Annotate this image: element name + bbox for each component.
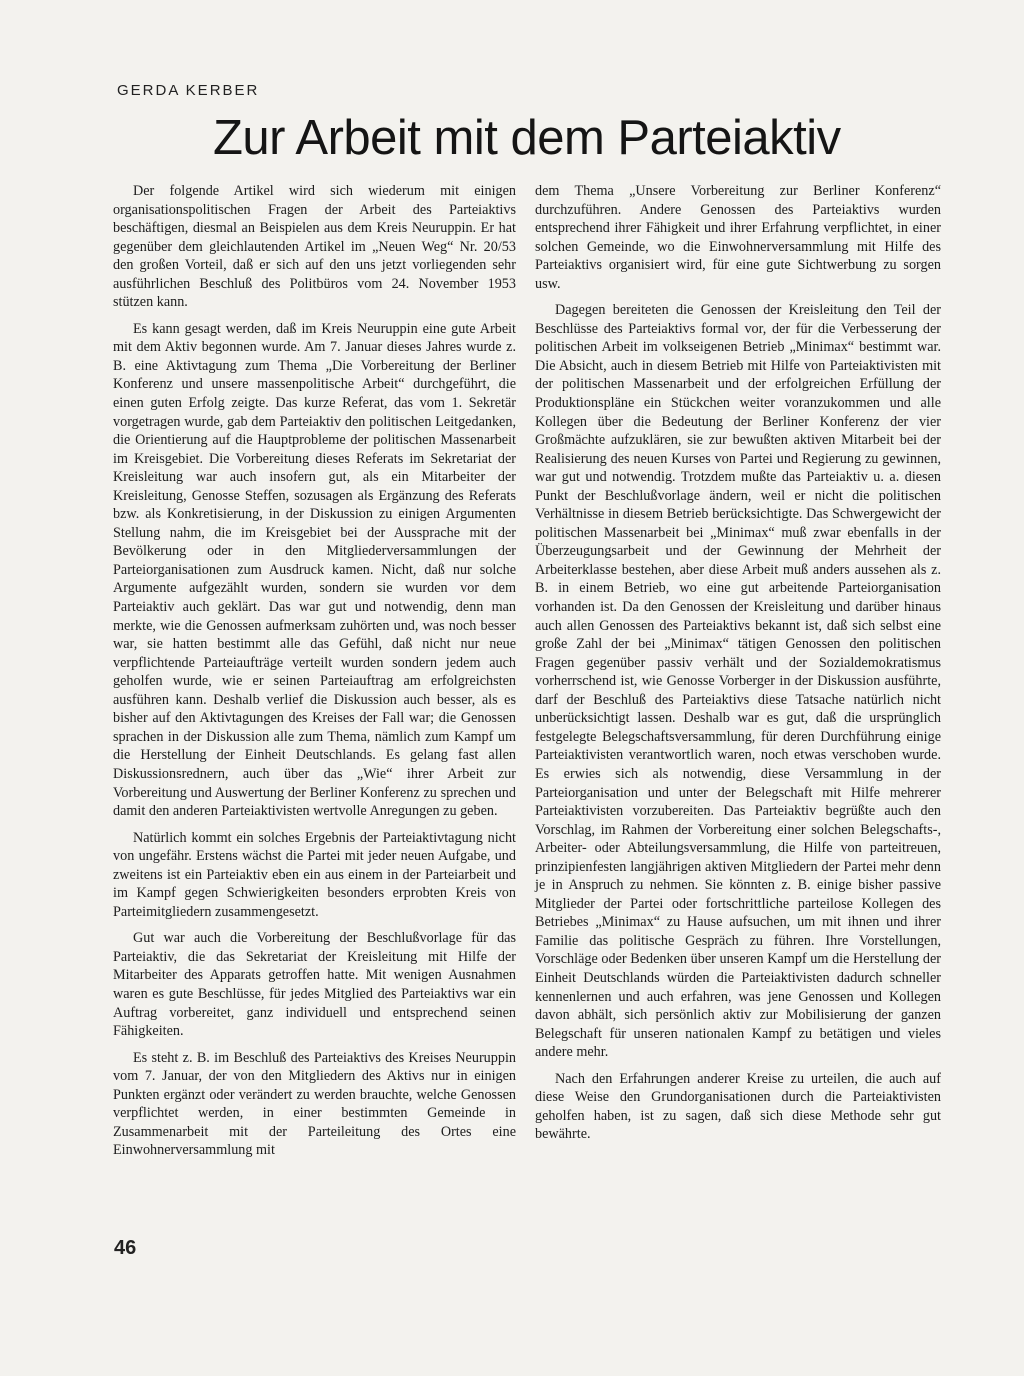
left-text-column (113, 182, 516, 1168)
author-byline: GERDA KERBER (117, 82, 260, 99)
paragraph: Es steht z. B. im Beschluß des Parteiaktivs des Kreises Neuruppin vom 7. Januar, der von den Mitgliedern des Aktivs nur in einigen Punkten ergänzt oder verändert zu werden brauchte, welche Genossen verpflichtet werden, in einer bestimmten Gemeinde in Zusammenarbeit mit der Parteileitung des Ortes eine Einwohnerversammlung mit (113, 1049, 516, 1159)
paragraph: Natürlich kommt ein solches Ergebnis der Parteiaktivtagung nicht von ungefähr. Erstens wächst die Partei mit jeder neuen Aufgabe, und zweitens ist ein Parteiaktiv eben ein aus einem in der Parteiarbeit und im Kampf gegen Schwierigkeiten besonders erprobten Kreis von Parteimitgliedern zusammengesetzt. (113, 829, 516, 920)
article-title: Zur Arbeit mit dem Parteiaktiv (213, 111, 841, 165)
paragraph: Es kann gesagt werden, daß im Kreis Neuruppin eine gute Arbeit mit dem Aktiv begonnen wurde. Am 7. Januar dieses Jahres wurde z. B. eine Aktivtagung zum Thema „Die Vorbereitung der Berliner Konferenz und unsere massenpolitische Arbeit“ durchgeführt, die einen guten Erfolg zeigte. Das kurze Referat, das vom 1. Sekretär vorgetragen wurde, gab dem Parteiaktiv den politischen Leitgedanken, die Orientierung auf die Hauptprobleme der politischen Massenarbeit im Kreisgebiet. Die Vorbereitung dieses Referats im Sekretariat der Kreisleitung war auch insofern gut, als ein Mitarbeiter der Kreisleitung, Genosse Steffen, sozusagen als Ergänzung des Referats bzw. als Konkretisierung, in der Diskussion zu einigen Argumenten Stellung nahm, die im Kreisgebiet bei der Aussprache mit der Bevölkerung oder in den Mitgliederversammlungen der Parteiorganisationen zum Ausdruck kamen. Nicht, daß nur solche Argumente aufgezählt wurden, sondern sie wurden vor dem Parteiaktiv auch geklärt. Das war gut und notwendig, denn man merkte, wie die Genossen aufmerksam zuhörten und, was noch besser war, sie hatten bestimmt alle das Gefühl, daß nicht nur neue verpflichtende Parteiaufträge verteilt wurden sondern jedem auch geholfen wurde, wie er seinen Parteiauftrag am erfolgreichsten ausführen kann. Deshalb verlief die Diskussion auch besser, als es bisher auf den Aktivtagungen des Kreises der Fall war; die Genossen sprachen in der Diskussion alle zum Thema, nämlich zum Kampf um die Herstellung der Einheit Deutschlands. Es gelang fast allen Diskussionsrednern, auch über das „Wie“ ihrer Arbeit zur Vorbereitung und Auswertung der Berliner Konferenz zu sprechen und damit den anderen Parteiaktivisten wertvolle Anregungen zu geben. (113, 320, 516, 820)
paragraph: Dagegen bereiteten die Genossen der Kreisleitung den Teil der Beschlüsse des Parteiaktivs formal vor, der für die Verbesserung der politischen Arbeit im volkseigenen Betrieb „Minimax“ bestimmt war. Die Absicht, auch in diesem Betrieb mit Hilfe von Parteiaktivisten mit der politischen Massenarbeit und der erfolgreichen Erfüllung der Produktionspläne ein Stückchen weiter voranzukommen und alle Kollegen über die Bedeutung der Berliner Konferenz der vier Großmächte aufzuklären, sie zur bewußten aktiven Mitarbeit bei der Realisierung des neuen Kurses von Partei und Regierung zu gewinnen, war gut und notwendig. Trotzdem mußte das Parteiaktiv u. a. diesen Punkt der Beschlußvorlage ändern, weil er nicht die politischen Verhältnisse in diesem Betrieb berücksichtigte. Das Schwergewicht der politischen Massenarbeit bei „Minimax“ muß zwar ebenfalls in der Überzeugungsarbeit und der Gewinnung der Mehrheit der Arbeiterklasse bestehen, aber diese Arbeit muß anders aussehen als z. B. in einem Betrieb, wo eine gut arbeitende Parteiorganisation vorhanden ist. Da den Genossen der Kreisleitung und darüber hinaus auch allen Genossen des Parteiaktivs bekannt ist, daß sich selbst eine große Zahl der bei „Minimax“ tätigen Genossen den politischen Fragen gegenüber passiv verhält und der Sozialdemokratismus vorherrschend ist, wie Genosse Vorberger in der Diskussion ausführte, darf der Beschluß des Parteiaktivs diese Tatsache natürlich nicht unberücksichtigt lassen. Deshalb war es gut, daß die ursprünglich festgelegte Belegschaftsversammlung, für deren Durchführung einige Parteiaktivisten verantwortlich waren, noch etwas verschoben wurde. Es erwies sich als notwendig, diese Versammlung in der Parteiorganisation und unter der Belegschaft mit Hilfe mehrerer Parteiaktivisten vorzubereiten. Das Parteiaktiv begrüßte auch den Vorschlag, im Rahmen der Vorbereitung einer solchen Belegschafts-, Arbeiter- oder Abteilungsversammlung, die Hilfe von parteitreuen, prinzipienfesten langjährigen aktiven Mitgliedern der Partei mehr denn je in Anspruch zu nehmen. Sie könnten z. B. einige bisher passive Mitglieder der Partei oder fortschrittliche parteilose Kollegen des Betriebes „Minimax“ zu Hause aufsuchen, um mit ihnen und ihrer Familie das politische Gespräch zu führen. Ihre Vorstellungen, Vorschläge oder Bedenken über unseren Kampf um die Herstellung der Einheit Deutschlands würden die Parteiaktivisten dadurch schneller kennenlernen und auch erfahren, was jene Genossen und Kollegen davon abhält, sich persönlich aktiv zur Mobilisierung der ganzen Belegschaft für unseren nationalen Kampf zu betätigen und vieles andere mehr. (535, 302, 941, 1061)
paragraph: Nach den Erfahrungen anderer Kreise zu urteilen, die auch auf diese Weise den Grundorganisationen durch die Parteiaktivisten geholfen haben, ist zu sagen, daß sich diese Methode sehr gut bewährte. (535, 1070, 941, 1143)
right-text-column (535, 182, 941, 1152)
paragraph: Der folgende Artikel wird sich wiederum mit einigen organisationspolitischen Fragen der Arbeit des Parteiaktivs beschäftigen, diesmal an Beispielen aus dem Kreis Neuruppin. Er hat gegenüber dem gleichlautenden Artikel im „Neuen Weg“ Nr. 20/53 den großen Vorteil, daß er sich auf den uns jetzt vorliegenden sehr ausführlichen Beschluß des Politbüros vom 24. November 1953 stützen kann. (113, 183, 516, 311)
paragraph: Gut war auch die Vorbereitung der Beschlußvorlage für das Parteiaktiv, die das Sekretariat der Kreisleitung mit Hilfe der Mitarbeiter des Apparats getroffen hatte. Mit wenigen Ausnahmen waren es gute Beschlüsse, für jedes Mitglied des Parteiaktivs war ein Auftrag vorbereitet, ganz individuell und entsprechend seinen Fähigkeiten. (113, 930, 516, 1040)
page-number: 46 (114, 1237, 137, 1259)
paragraph: dem Thema „Unsere Vorbereitung zur Berliner Konferenz“ durchzuführen. Andere Genossen des Parteiaktivs wurden entsprechend ihrer Fähigkeit und ihrer Erfahrung verpflichtet, in einer solchen Gemeinde, wo die Einwohnerversammlung mit Hilfe des Parteiaktivs organisiert wird, für eine gute Sichtwerbung zu sorgen usw. (535, 183, 941, 292)
